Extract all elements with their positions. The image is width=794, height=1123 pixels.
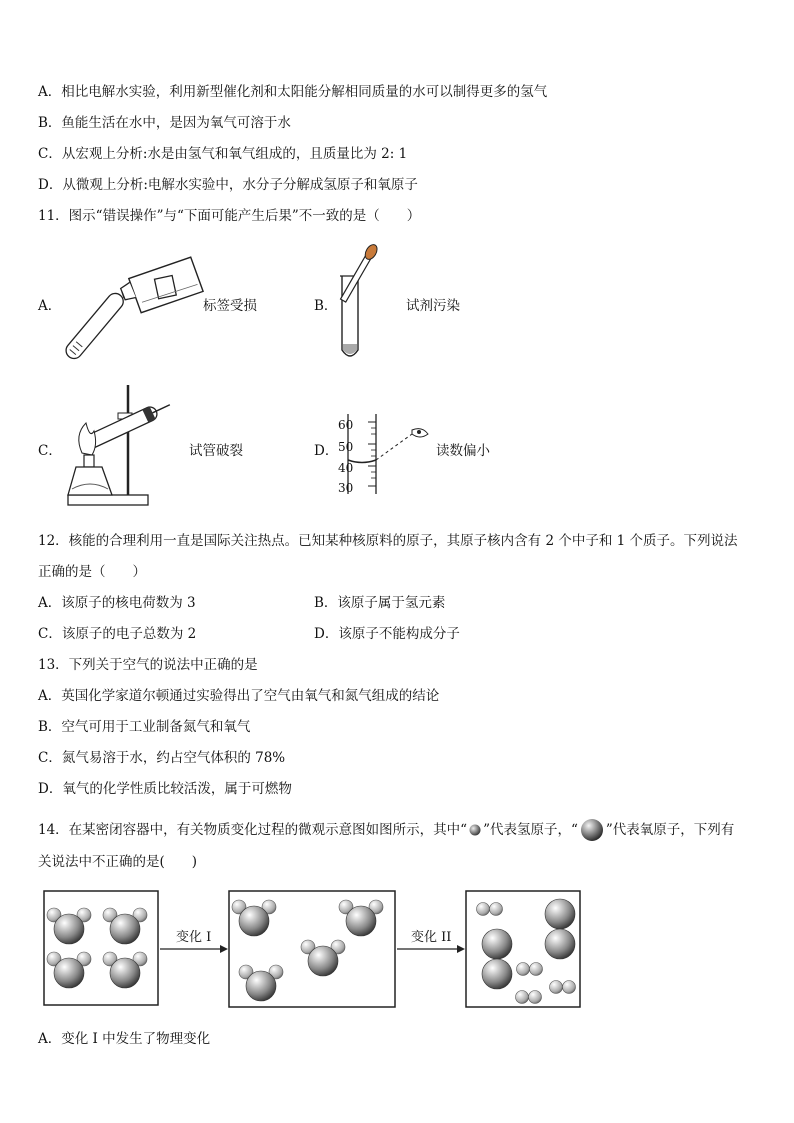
q13-stem: 13．下列关于空气的说法中正确的是 — [38, 657, 258, 673]
oxygen-atom-icon — [579, 817, 605, 843]
q13-option-b: B．空气可用于工业制备氮气和氧气 — [38, 719, 251, 735]
q14-option-a: A．变化 I 中发生了物理变化 — [38, 1031, 211, 1047]
q11-option-c-result: 试管破裂 — [189, 443, 243, 459]
cylinder-tick-50: 50 — [338, 440, 354, 454]
hydrogen-atom-icon — [468, 823, 482, 837]
q10-option-a: A．相比电解水实验，利用新型催化剂和太阳能分解相同质量的水可以制得更多的氢气 — [38, 84, 548, 100]
heating-tube-figure — [60, 383, 190, 510]
molecular-change-diagram — [40, 885, 590, 1010]
q11-stem: 11．图示“错误操作”与“下面可能产生后果”不一致的是（ ） — [38, 208, 421, 224]
q14-stem-part-c: ”代表氧原子，下列有 — [605, 822, 735, 838]
q14-stem-line1 — [38, 817, 734, 843]
q14-stem-line2: 关说法中不正确的是( ) — [38, 854, 198, 870]
q11-option-d-letter: D． — [314, 443, 339, 459]
q14-stem-part-a: 14．在某密闭容器中，有关物质变化过程的微观示意图如图所示，其中“ — [38, 822, 468, 838]
q11-option-d-result: 读数偏小 — [436, 443, 490, 459]
q12-option-d: D．该原子不能构成分子 — [314, 626, 460, 642]
q12-stem-line1: 12．核能的合理利用一直是国际关注热点。已知某种核原料的原子，其原子核内含有 2 个中子和 1 个质子。下列说法 — [38, 533, 738, 549]
q13-option-c: C．氮气易溶于水，约占空气体积的 78% — [38, 750, 286, 766]
q10-option-d: D．从微观上分析:电解水实验中，水分子分解成氢原子和氧原子 — [38, 177, 418, 193]
q13-option-d: D．氧气的化学性质比较活泼，属于可燃物 — [38, 781, 292, 797]
q12-option-c: C．该原子的电子总数为 2 — [38, 626, 197, 642]
q11-option-a-letter: A． — [38, 298, 62, 314]
pouring-liquid-figure — [60, 250, 210, 360]
cylinder-tick-30: 30 — [338, 481, 354, 495]
q13-option-a: A．英国化学家道尔顿通过实验得出了空气由氧气和氮气组成的结论 — [38, 688, 440, 704]
q11-option-c-letter: C． — [38, 443, 62, 459]
q11-option-a-result: 标签受损 — [203, 298, 257, 314]
cylinder-tick-40: 40 — [338, 461, 354, 475]
q12-option-a: A．该原子的核电荷数为 3 — [38, 595, 196, 611]
q10-option-b: B．鱼能生活在水中，是因为氧气可溶于水 — [38, 115, 291, 131]
dropper-in-tube-figure — [330, 244, 390, 366]
q12-option-b: B．该原子属于氢元素 — [314, 595, 446, 611]
change-2-label: 变化 II — [411, 930, 452, 945]
cylinder-tick-60: 60 — [338, 418, 354, 432]
q11-option-b-result: 试剂污染 — [406, 298, 460, 314]
q11-option-b-letter: B． — [314, 298, 338, 314]
change-1-label: 变化 I — [176, 930, 212, 945]
q10-option-c: C．从宏观上分析:水是由氢气和氧气组成的，且质量比为 2: 1 — [38, 146, 408, 162]
q12-stem-line2: 正确的是（ ） — [38, 564, 146, 580]
q14-stem-part-b: ”代表氢原子，“ — [483, 822, 578, 838]
